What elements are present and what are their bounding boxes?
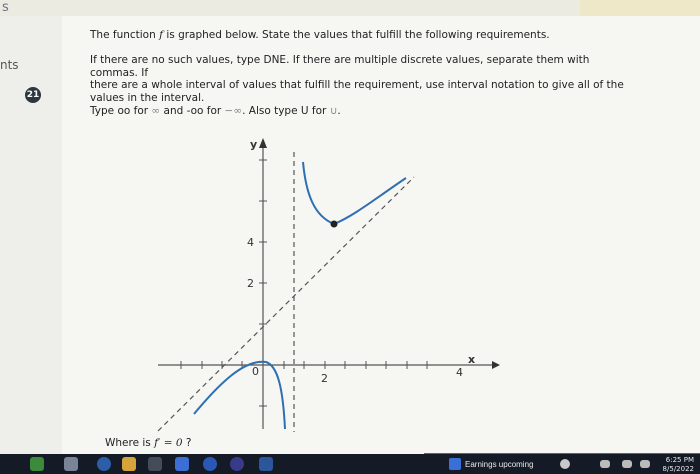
folder-icon[interactable] — [122, 457, 136, 471]
question-intro: The function f is graphed below. State the values that fulfill the following requirements. — [90, 29, 550, 41]
question-number-badge[interactable]: 21 — [25, 87, 41, 103]
edge-browser-icon[interactable] — [97, 457, 111, 471]
edge-text-fragment: s — [2, 0, 9, 15]
x-axis-label: x — [468, 353, 476, 366]
function-graph — [154, 134, 514, 434]
mail-icon[interactable] — [175, 457, 189, 471]
axis-ticks — [181, 160, 427, 406]
app-icon-7[interactable] — [230, 457, 244, 471]
x-axis-arrow — [492, 361, 500, 369]
yellow-highlight — [580, 0, 700, 16]
left-branch-curve — [194, 362, 285, 429]
clock[interactable]: 6:25 PM 8/5/2022 — [662, 456, 694, 473]
battery-icon[interactable] — [600, 460, 610, 468]
app-icon-1[interactable] — [30, 457, 44, 471]
tray-chevron-icon[interactable] — [560, 459, 570, 469]
input-hint: Type oo for ∞ and -oo for −∞. Also type U for ∪. — [90, 105, 341, 117]
earnings-widget-text[interactable]: Earnings upcoming — [465, 460, 534, 469]
app-icon-2[interactable] — [64, 457, 78, 471]
volume-icon[interactable] — [640, 460, 650, 468]
browser-top-strip — [0, 0, 700, 16]
network-icon[interactable] — [622, 460, 632, 468]
tick-label-x2: 2 — [321, 372, 328, 385]
points-label-fragment: nts — [0, 58, 19, 72]
question-instructions: If there are no such values, type DNE. If there are multiple discrete values, separate them with commas. If there are a whole interval of values that fulfill the requirement, use interval notation to give all of the values in the interval. — [90, 54, 624, 104]
question-panel — [62, 16, 700, 454]
tick-label-x0: 0 — [252, 365, 259, 378]
tick-label-x4: 4 — [456, 366, 463, 379]
where-question: Where is f′ = 0 ? — [105, 437, 192, 449]
y-axis-arrow — [259, 138, 267, 148]
store-icon[interactable] — [203, 457, 217, 471]
right-branch-curve — [303, 162, 406, 224]
earnings-icon[interactable] — [449, 458, 461, 470]
calendar-icon[interactable] — [148, 457, 162, 471]
windows-taskbar — [0, 454, 700, 474]
y-axis-label: y — [250, 138, 258, 151]
local-minimum-point — [331, 221, 338, 228]
slant-asymptote — [158, 177, 414, 431]
left-sidebar — [0, 16, 62, 454]
tick-label-y4: 4 — [247, 236, 254, 249]
tick-label-y2: 2 — [247, 277, 254, 290]
word-icon[interactable] — [259, 457, 273, 471]
